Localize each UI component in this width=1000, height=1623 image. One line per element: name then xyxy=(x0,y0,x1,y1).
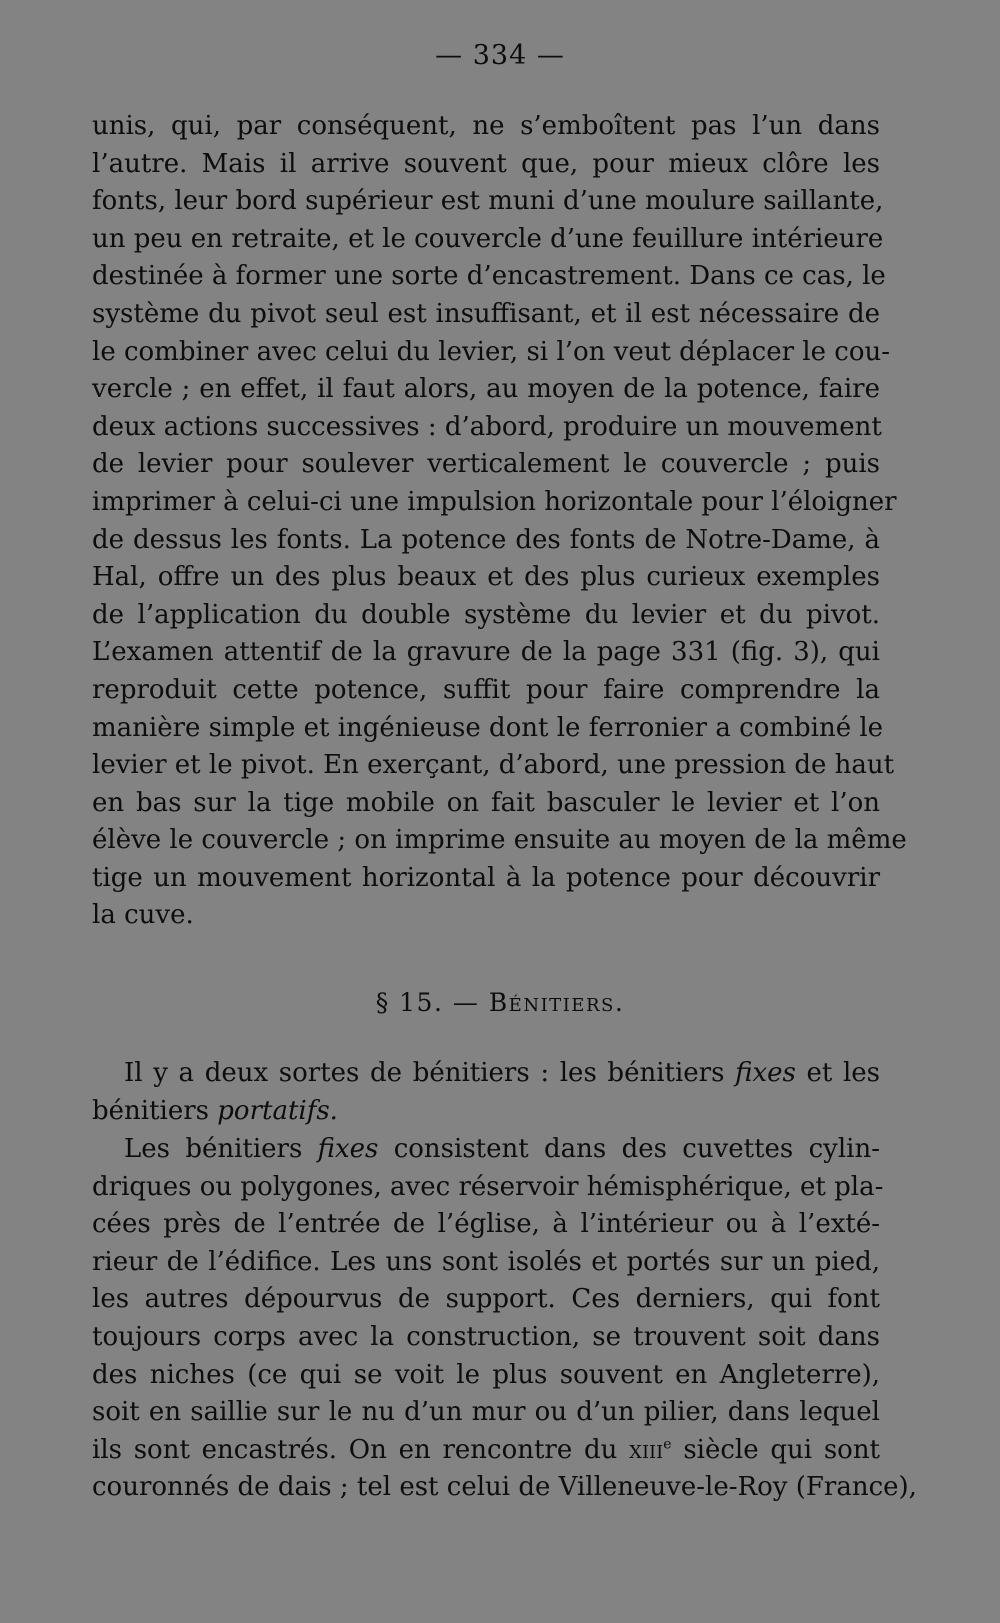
text-line: driques ou polygones, avec réservoir hémisphérique, et pla- xyxy=(92,1171,884,1202)
text-line: soit en saillie sur le nu d’un mur ou d’un pilier, dans lequel xyxy=(92,1397,880,1428)
text-line: reproduit cette potence, suffit pour faire comprendre la xyxy=(92,674,880,705)
text-line xyxy=(92,1432,880,1470)
superscript: e xyxy=(663,1436,672,1453)
text-line: un peu en retraite, et le couvercle d’une feuillure intérieure xyxy=(92,223,884,254)
text-line: le combiner avec celui du levier, si l’on veut déplacer le cou- xyxy=(92,336,891,367)
text-line: vercle ; en effet, il faut alors, au moyen de la potence, faire xyxy=(92,374,880,405)
text-span: et les xyxy=(806,1058,881,1088)
text-line: couronnés de dais ; tel est celui de Villeneuve-le-Roy (France), xyxy=(92,1472,917,1503)
paragraph-two-kinds xyxy=(92,1055,880,1130)
text-line: toujours corps avec la construction, se trouvent soit dans xyxy=(92,1321,880,1352)
text-span: siècle qui sont xyxy=(683,1434,881,1465)
text-line: la cuve. xyxy=(92,900,194,931)
text-line: les autres dépourvus de support. Ces derniers, qui font xyxy=(92,1284,880,1315)
text-line: levier et le pivot. En exerçant, d’abord, une pression de haut xyxy=(92,750,895,781)
text-line: système du pivot seul est insuffisant, et il est nécessaire de xyxy=(92,298,880,329)
section-title: Bénitiers. xyxy=(488,988,625,1017)
paragraph-fixed-fonts xyxy=(92,1131,917,1507)
text-span: ils sont encastrés. On en rencontre du xyxy=(92,1434,618,1465)
text-line: l’autre. Mais il arrive souvent que, pour mieux clôre les xyxy=(92,148,880,179)
text-line: élève le couvercle ; on imprime ensuite au moyen de la même xyxy=(92,825,907,856)
text-span: consistent dans des cuvettes cylin- xyxy=(393,1134,881,1164)
century-numeral: xiii xyxy=(629,1434,664,1465)
section-number: § 15. — xyxy=(375,988,480,1017)
text-line xyxy=(92,1131,880,1169)
text-line: imprimer à celui-ci une impulsion horizontale pour l’éloigner xyxy=(92,486,897,517)
text-span: Il y a deux sortes de bénitiers : les bénitiers xyxy=(124,1058,725,1088)
text-line: tige un mouvement horizontal à la potence pour découvrir xyxy=(92,862,880,893)
text-line: rieur de l’édifice. Les uns sont isolés et portés sur un pied, xyxy=(92,1246,880,1277)
italic-term: portatifs. xyxy=(217,1095,338,1126)
section-heading xyxy=(0,988,1000,1017)
text-line: en bas sur la tige mobile on fait basculer le levier et l’on xyxy=(92,787,880,818)
page-number: — 334 — xyxy=(435,40,565,71)
text-line: deux actions successives : d’abord, produire un mouvement xyxy=(92,411,882,442)
text-line: destinée à former une sorte d’encastrement. Dans ce cas, le xyxy=(92,261,886,292)
text-line xyxy=(92,1055,880,1093)
paragraph-fonts-cover xyxy=(92,108,907,935)
text-line: Hal, offre un des plus beaux et des plus curieux exemples xyxy=(92,562,880,593)
italic-term: fixes xyxy=(317,1134,379,1164)
text-span: Les bénitiers xyxy=(124,1134,303,1164)
text-line xyxy=(92,1093,880,1131)
text-line: cées près de l’entrée de l’église, à l’intérieur ou à l’exté- xyxy=(92,1209,880,1240)
text-span: bénitiers xyxy=(92,1095,210,1126)
text-line: L’examen attentif de la gravure de la page 331 (fig. 3), qui xyxy=(92,637,880,668)
text-line: manière simple et ingénieuse dont le ferronier a combiné le xyxy=(92,712,884,743)
text-line: de dessus les fonts. La potence des fonts de Notre-Dame, à xyxy=(92,524,880,555)
italic-term: fixes xyxy=(735,1058,796,1088)
text-line: de levier pour soulever verticalement le couvercle ; puis xyxy=(92,449,880,480)
text-line: unis, qui, par conséquent, ne s’emboîtent pas l’un dans xyxy=(92,111,880,141)
text-line: des niches (ce qui se voit le plus souvent en Angleterre), xyxy=(92,1359,880,1390)
text-line: fonts, leur bord supérieur est muni d’une moulure saillante, xyxy=(92,186,884,217)
text-line: de l’application du double système du levier et du pivot. xyxy=(92,599,880,630)
